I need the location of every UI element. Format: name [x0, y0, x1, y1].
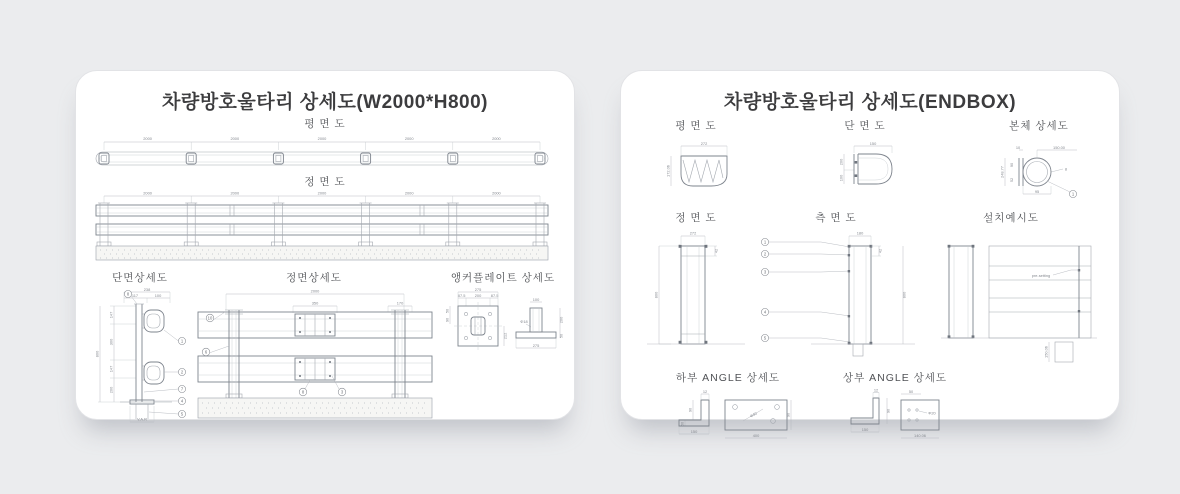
side-callout-1	[761, 238, 850, 247]
dim-label: 200	[838, 158, 844, 166]
install-column	[948, 245, 975, 338]
section-rails	[142, 310, 164, 384]
install-wall	[989, 246, 1091, 338]
dim-label: 50	[908, 388, 914, 394]
dim-label: 275	[532, 342, 540, 348]
plan-dimension-lines	[104, 136, 540, 150]
svg-text:3: 3	[763, 269, 767, 275]
dim-label: 2000	[317, 136, 327, 141]
dim-label: 2000	[310, 288, 320, 294]
endbox-install-block	[921, 208, 1101, 366]
dim-label: 150	[861, 426, 869, 432]
anchor-detail-drawing	[438, 286, 568, 428]
endbox-side-label: 측 면 도	[815, 212, 857, 224]
dim-label: 200	[108, 386, 114, 394]
dim-label: 100	[838, 174, 844, 182]
dim-label: 50	[444, 308, 450, 314]
svg-text:2: 2	[763, 251, 767, 257]
svg-text:10: 10	[207, 315, 213, 321]
lower-angle-label: 하부 ANGLE 상세도	[675, 372, 781, 384]
endbox-plan-label: 평 면 도	[675, 120, 717, 132]
svg-text:4: 4	[180, 398, 184, 404]
lower-angle-block	[661, 368, 795, 444]
dim-label: 50	[558, 333, 564, 339]
dim-label: 2000	[492, 136, 501, 141]
dim-label: 350	[311, 300, 319, 306]
front-view-label: 정 면 도	[304, 176, 346, 188]
svg-text:7: 7	[180, 386, 184, 392]
svg-text:1: 1	[180, 338, 184, 344]
callout-4	[154, 397, 186, 404]
svg-text:6: 6	[204, 349, 208, 355]
dim-label: 87.5	[490, 292, 499, 298]
dim-label: 2000	[404, 190, 414, 196]
front-detail-drawing	[190, 286, 438, 428]
dim-label: 90	[687, 407, 693, 413]
anchor-detail-block	[438, 268, 568, 428]
svg-text:1: 1	[763, 239, 767, 245]
svg-text:2: 2	[180, 369, 184, 375]
endbox-body-drawing	[989, 134, 1089, 206]
front-ground	[96, 246, 548, 260]
section-detail-label: 단면상세도	[112, 272, 168, 284]
dim-label: 150.06	[1043, 346, 1049, 358]
dim-label: 42	[713, 248, 719, 254]
note-label: pre-setting	[1031, 273, 1051, 278]
front-detail-splice-plates	[295, 314, 335, 380]
dim-label: 212	[502, 332, 508, 340]
callout-3	[332, 376, 346, 396]
upper-angle-block	[835, 368, 955, 444]
upper-angle-plate	[901, 389, 939, 430]
lower-angle-plate	[725, 400, 787, 430]
panel-endbox	[620, 70, 1120, 438]
dim-label: 272	[700, 140, 708, 146]
front-view-drawing	[90, 190, 554, 264]
dim-label: 90	[444, 317, 450, 323]
dim-label: 275	[474, 286, 482, 292]
front-posts	[97, 203, 547, 246]
dim-label: 800	[653, 291, 659, 299]
lower-angle-drawing	[661, 386, 795, 444]
endbox-front-block	[641, 208, 751, 358]
dim-label: 12	[873, 387, 879, 393]
front-rails	[96, 205, 548, 235]
front-detail-dimensions	[226, 289, 412, 313]
front-dimension-lines	[104, 191, 540, 203]
anchor-detail-label: 앵커플레이트 상세도	[450, 272, 556, 284]
anchor-side-dimensions	[516, 297, 563, 348]
dim-label: 100	[532, 296, 540, 302]
front-detail-label: 정면상세도	[286, 272, 342, 284]
endbox-side-drawing	[751, 226, 921, 358]
dim-label: 2000	[143, 190, 152, 196]
upper-angle-drawing	[835, 386, 955, 444]
dim-label: 200	[558, 316, 564, 324]
dim-label: 87.5	[457, 292, 466, 298]
dim-label: 150	[869, 140, 877, 146]
front-detail-ground	[198, 398, 432, 418]
plan-view-label: 평 면 도	[304, 118, 346, 130]
callout-7	[144, 385, 186, 392]
svg-text:1: 1	[1071, 191, 1075, 197]
dim-label: 90	[1009, 162, 1014, 168]
dim-label: 147	[108, 365, 114, 373]
dim-label: 300	[108, 338, 114, 346]
front-detail-posts	[225, 310, 409, 398]
upper-angle-l-shape	[851, 398, 879, 424]
callout-6	[202, 346, 229, 356]
dim-label: 12	[702, 388, 708, 394]
side-callout-2	[761, 250, 850, 257]
endbox-front-label: 정 면 도	[675, 212, 717, 224]
dim-label: 2000	[230, 136, 240, 141]
endbox-section-block	[820, 116, 910, 196]
dim-label: 172.06	[665, 165, 671, 177]
dim-label: 2000	[317, 190, 327, 196]
side-callout-4	[761, 308, 850, 316]
dim-label: 400	[752, 432, 760, 438]
dim-label: 100	[154, 292, 162, 298]
svg-text:8: 8	[301, 389, 305, 395]
endbox-side-column	[848, 245, 873, 356]
install-foundation	[1043, 342, 1073, 362]
front-detail-block	[190, 268, 438, 428]
callout-2	[164, 368, 186, 375]
endbox-body-block	[989, 116, 1089, 206]
dim-label: 50	[679, 421, 685, 427]
anchor-plan-figure	[454, 302, 502, 350]
endbox-front-drawing	[641, 226, 751, 358]
dim-label: 95	[1034, 188, 1040, 194]
endbox-side-block	[751, 208, 921, 358]
dim-label: 2000	[492, 190, 501, 196]
dim-label: V.A.R	[137, 416, 147, 422]
dim-label: 90	[785, 412, 791, 418]
callout-body-1	[1047, 181, 1077, 198]
dim-label: 117	[131, 292, 139, 298]
endbox-body-figure	[1019, 158, 1051, 186]
endbox-install-drawing	[921, 226, 1101, 366]
dim-label: Φ40	[748, 410, 758, 419]
dim-label: 800	[94, 350, 100, 358]
dim-label: 248.77	[999, 166, 1005, 178]
dim-label: 8	[1064, 166, 1068, 172]
dim-label: 10	[1015, 144, 1021, 150]
dim-label: 180	[856, 230, 864, 236]
dim-label: 147	[108, 311, 114, 319]
dim-label: 150.00	[1053, 144, 1065, 150]
endbox-plan-drawing	[651, 134, 741, 196]
dim-label: 140.06	[914, 432, 926, 438]
side-callout-3	[761, 268, 850, 275]
svg-text:5: 5	[763, 335, 767, 341]
section-detail-block	[90, 268, 190, 428]
dim-label: 2000	[230, 190, 240, 196]
endbox-section-figure	[854, 154, 892, 184]
svg-text:8: 8	[126, 291, 130, 297]
upper-angle-label: 상부 ANGLE 상세도	[842, 372, 948, 384]
plan-view-drawing	[90, 132, 554, 172]
dim-label: 272	[689, 230, 697, 236]
dim-label: Φ20	[928, 410, 936, 416]
dim-label: 170	[396, 300, 404, 306]
endbox-body-label: 본체 상세도	[1009, 120, 1069, 132]
panel-title: 차량방호울타리 상세도(W2000*H800)	[162, 92, 488, 113]
panel-w2000-h800	[75, 70, 575, 420]
endbox-plan-figure	[681, 156, 727, 186]
dim-label: 42	[877, 248, 883, 254]
endbox-front-column	[679, 245, 708, 344]
dim-label: 150	[690, 428, 698, 434]
dim-label: 2000	[404, 136, 414, 141]
dim-label: 200	[474, 292, 482, 298]
callout-5	[149, 410, 186, 417]
endbox-section-label: 단 면 도	[844, 120, 886, 132]
dim-label: 90	[885, 408, 891, 414]
svg-text:5: 5	[180, 411, 184, 417]
dim-label: 238	[143, 286, 151, 292]
endbox-plan-block	[651, 116, 741, 196]
plan-rail	[96, 152, 548, 165]
section-detail-drawing	[90, 286, 190, 428]
endbox-install-label: 설치예시도	[983, 212, 1039, 224]
plan-posts	[99, 153, 545, 164]
svg-text:4: 4	[763, 309, 767, 315]
callout-1	[164, 330, 186, 345]
svg-text:3: 3	[340, 389, 344, 395]
endbox-section-drawing	[820, 134, 910, 196]
dim-label: 52	[1009, 177, 1014, 183]
dim-label: Φ18	[520, 319, 528, 324]
dim-label: 800	[901, 291, 907, 299]
side-callout-5	[761, 334, 850, 342]
dim-label: 2000	[143, 136, 152, 141]
panel-title: 차량방호울타리 상세도(ENDBOX)	[723, 92, 1017, 113]
callout-10	[206, 312, 225, 322]
